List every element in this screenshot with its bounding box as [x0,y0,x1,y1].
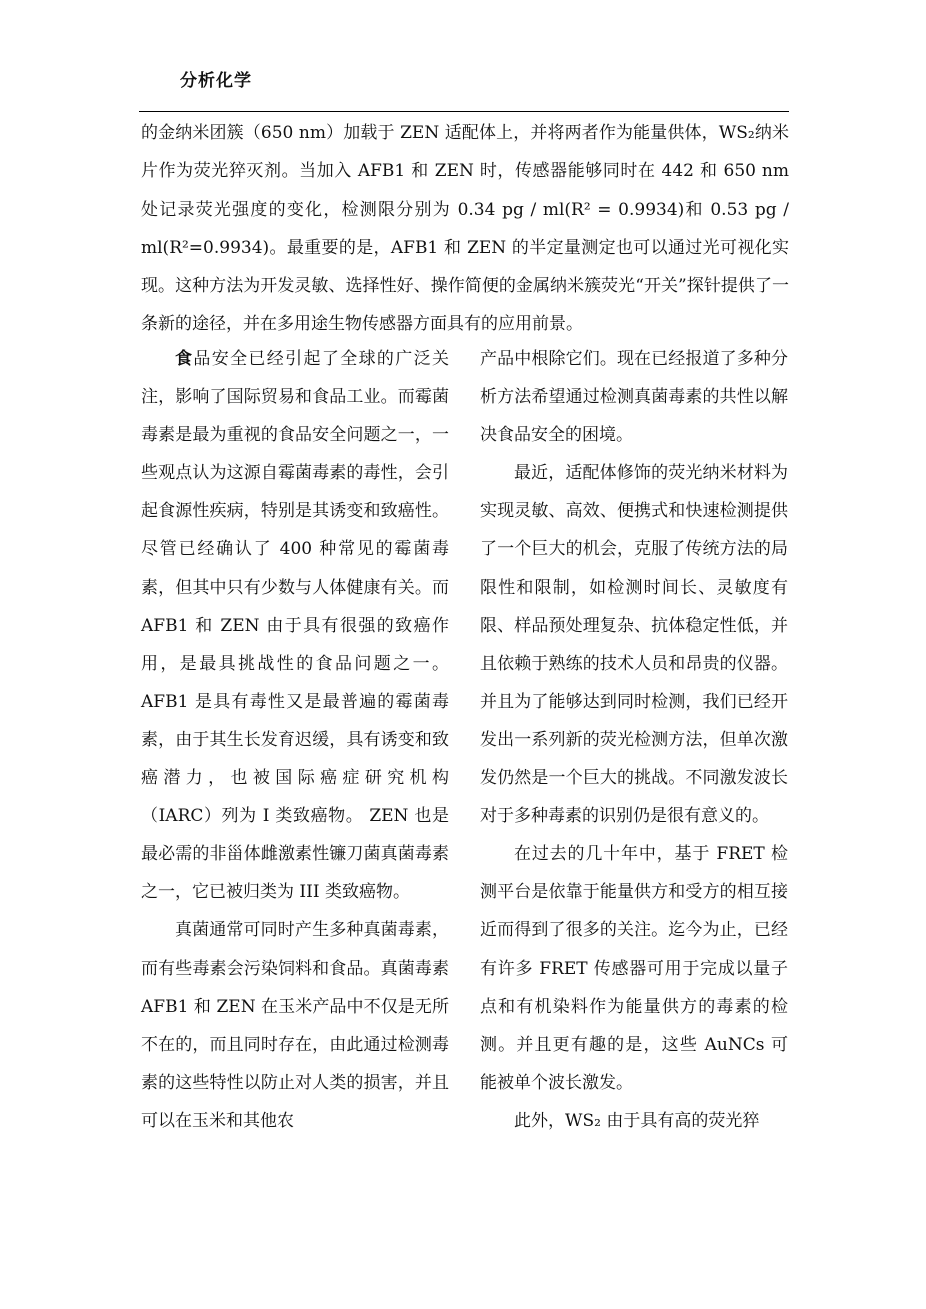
abstract-paragraph: 的金纳米团簇（650 nm）加载于 ZEN 适配体上，并将两者作为能量供体，WS₂纳米片作为荧光猝灭剂。当加入 AFB1 和 ZEN 时，传感器能够同时在 442 和 650 nm 处记录荧光强度的变化，检测限分别为 0.34 pg / ml(R² = 0.9934)和 0.53 pg / ml(R²=0.9934)。最重要的是，AFB1 和 ZEN 的半定量测定也可以通过光可视化实现。这种方法为开发灵敏、选择性好、操作简便的金属纳米簇荧光“开关”探针提供了一条新的途径，并在多用途生物传感器方面具有的应用前景。 [141,123,789,335]
paragraph-fungi-continued: 产品中根除它们。现在已经报道了多种分析方法希望通过检测真菌毒素的共性以解决食品安全的困境。 [480,349,788,446]
right-column [480,340,788,1140]
paragraph-fungi: 真菌通常可同时产生多种真菌毒素，而有些毒素会污染饲料和食品。真菌毒素 AFB1 和 ZEN 在玉米产品中不仅是无所不在的，而且同时存在，由此通过检测毒素的这些特性以防止对人类的损害，并且可以在玉米和其他农 [141,920,449,1131]
paragraph-fret: 在过去的几十年中，基于 FRET 检测平台是依靠于能量供方和受方的相互接近而得到了很多的关注。迄今为止，已经有许多 FRET 传感器可用于完成以量子点和有机染料作为能量供方的毒素的检测。并且更有趣的是，这些 AuNCs 可能被单个波长激发。 [480,844,788,1093]
left-column [141,340,449,1140]
paragraph-initial: 食 [175,349,194,369]
paragraph-ws2: 此外，WS₂ 由于具有高的荧光猝 [514,1110,760,1131]
paragraph-aptamer: 最近，适配体修饰的荧光纳米材料为实现灵敏、高效、便携式和快速检测提供了一个巨大的机会，克服了传统方法的局限性和限制，如检测时间长、灵敏度有限、样品预处理复杂、抗体稳定性低，并且依赖于熟练的技术人员和昂贵的仪器。并且为了能够达到同时检测，我们已经开发出一系列新的荧光检测方法，但单次激发仍然是一个巨大的挑战。不同激发波长对于多种毒素的识别仍是很有意义的。 [480,463,788,827]
journal-header: 分析化学 [180,71,252,91]
paragraph-body: 品安全已经引起了全球的广泛关注，影响了国际贸易和食品工业。而霉菌毒素是最为重视的食品安全问题之一，一些观点认为这源自霉菌毒素的毒性，会引起食源性疾病，特别是其诱变和致癌性。尽管已经确认了 400 种常见的霉菌毒素，但其中只有少数与人体健康有关。而 AFB1 和 ZEN 由于具有很强的致癌作用，是最具挑战性的食品问题之一。 AFB1 是具有毒性又是最普遍的霉菌毒素，由于其生长发育迟缓，具有诱变和致癌潜力，也被国际癌症研究机构（IARC）列为 I 类致癌物。 ZEN 也是最必需的非甾体雌激素性镰刀菌真菌毒素之一，它已被归类为 III 类致癌物。 [141,349,450,903]
header-rule [139,111,789,112]
paragraph-food-safety [141,340,449,911]
